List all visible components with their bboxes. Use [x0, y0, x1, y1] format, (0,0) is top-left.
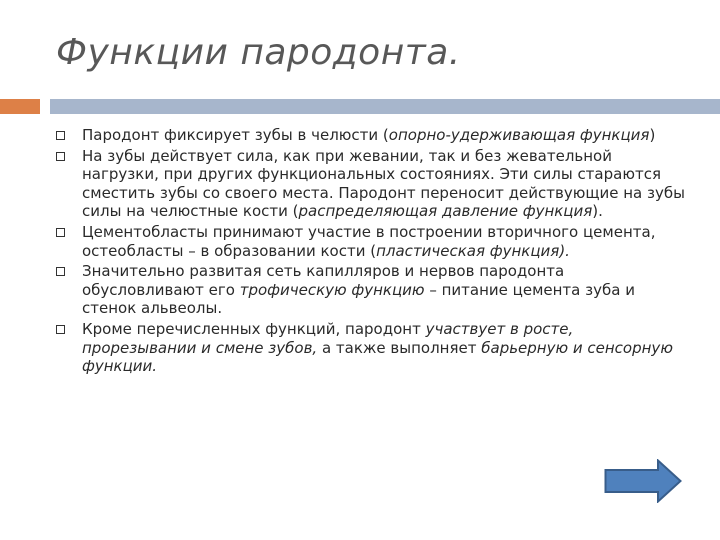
text-segment: Цементобласты принимают участие в построении вторичного цемента, остеобласты – в образовании кости ( [82, 222, 656, 260]
arrow-right-icon [604, 459, 682, 503]
square-bullet-icon [56, 131, 65, 140]
text-segment-italic: распределяющая давление функция [298, 202, 593, 221]
bullet-item-other-functions [56, 320, 686, 376]
text-segment: ) [649, 126, 656, 144]
text-segment-italic: барьерную и сенсорную функции. [82, 338, 673, 376]
text-segment: ). [592, 202, 603, 221]
accent-bar-orange [0, 99, 40, 114]
bullet-text [82, 320, 673, 375]
accent-bar-blue [50, 99, 720, 114]
slide-title: Функции пародонта. [56, 32, 461, 73]
square-bullet-icon [56, 325, 65, 334]
bullet-item-trophic-function [56, 262, 686, 318]
text-segment: Кроме перечисленных функций, пародонт [82, 319, 426, 338]
bullet-text [82, 223, 655, 260]
bullet-item-retention [56, 126, 686, 145]
text-segment: Значительно развитая сеть капилляров и нервов пародонта обусловливают его [82, 262, 565, 299]
text-segment-italic: участвует в росте, прорезывании и смене зубов, [82, 319, 574, 357]
square-bullet-icon [56, 152, 65, 161]
square-bullet-icon [56, 228, 65, 237]
bullet-item-load-distribution [56, 147, 686, 221]
bullet-text [82, 262, 635, 317]
bullet-text [82, 126, 655, 144]
bullet-list [56, 126, 686, 378]
text-segment: На зубы действует сила, как при жевании, так и без жевательной нагрузки, при других функциональных состояниях. Эти силы стараются сместить зубы со своего места. Пародонт переносит действующие на зубы силы на челюстные кости ( [82, 146, 685, 221]
text-segment-italic: опорно-удерживающая функция [388, 126, 650, 144]
square-bullet-icon [56, 267, 65, 276]
bullet-item-plastic-function [56, 223, 686, 260]
text-segment: а также выполняет [317, 338, 482, 357]
text-segment-italic: пластическая функция). [376, 241, 570, 260]
bullet-text [82, 147, 685, 221]
next-slide-button[interactable] [604, 459, 682, 503]
text-segment: – питание цемента зуба и стенок альвеолы. [82, 280, 635, 318]
text-segment: Пародонт фиксирует зубы в челюсти ( [82, 126, 389, 144]
text-segment-italic: трофическую функцию [239, 280, 425, 299]
